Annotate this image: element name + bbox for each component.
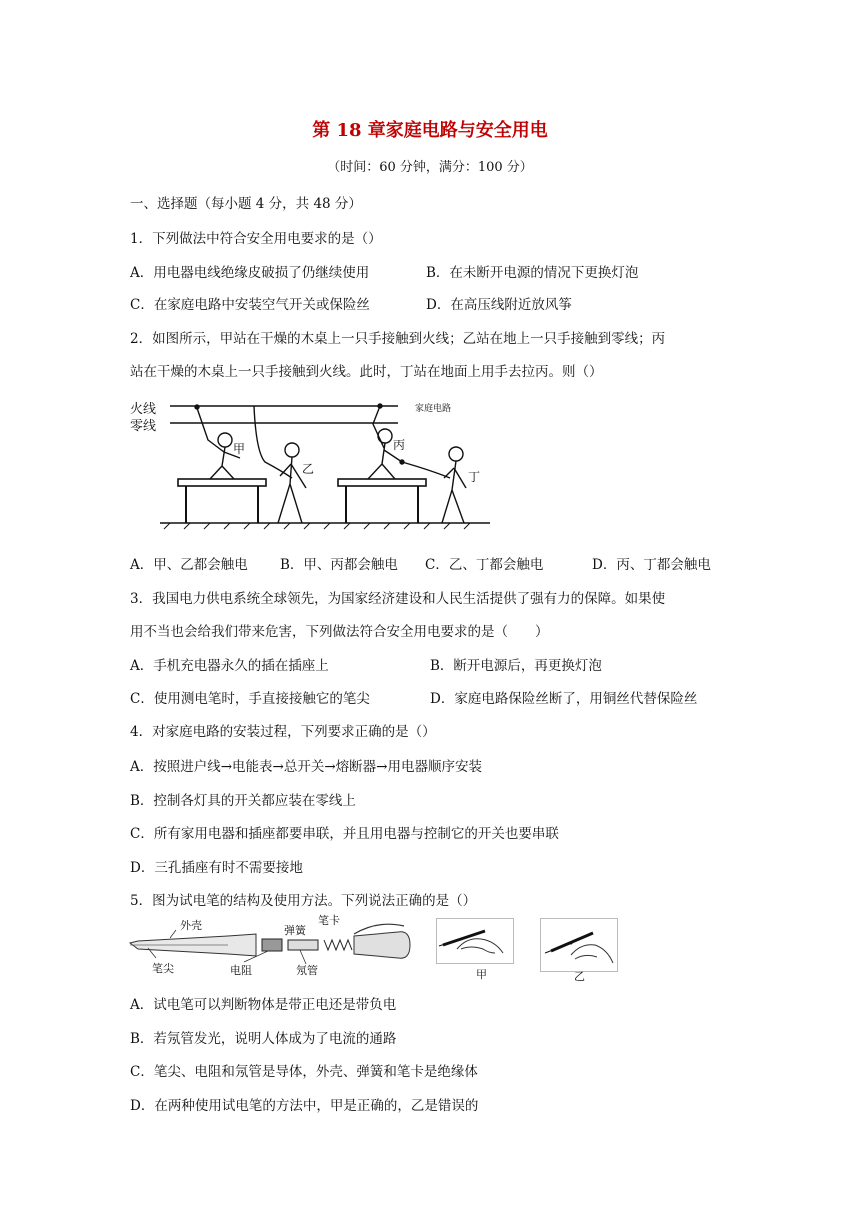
q5-option-c: C．笔尖、电阻和氖管是导体，外壳、弹簧和笔卡是绝缘体 (130, 1064, 478, 1080)
exam-info: （时间：60 分钟，满分：100 分） (327, 160, 533, 175)
q4-option-a: A．按照进户线→电能表→总开关→熔断器→用电器顺序安装 (130, 759, 482, 775)
q2-stem-line2: 站在干燥的木桌上一只手接触到火线。此时，丁站在地面上用手去拉丙。则（） (130, 364, 603, 380)
q4-option-c: C．所有家用电器和插座都要串联，并且用电器与控制它的开关也要串联 (130, 826, 559, 842)
q1-option-a: A．用电器电线绝缘皮破损了仍继续使用 (130, 265, 370, 281)
q2-option-b: B．甲、丙都会触电 (280, 557, 398, 573)
person-ding-label: 丁 (468, 470, 481, 484)
q3-option-d: D．家庭电路保险丝断了，用铜丝代替保险丝 (430, 691, 698, 707)
person-jia-label: 甲 (233, 442, 246, 456)
q5-option-a: A．试电笔可以判断物体是带正电还是带负电 (130, 997, 397, 1013)
q3-option-b: B．断开电源后，再更换灯泡 (430, 658, 602, 674)
q5-option-d: D．在两种使用试电笔的方法中，甲是正确的，乙是错误的 (130, 1098, 479, 1114)
resistor-label: 电阻 (230, 964, 252, 977)
q4-option-d: D．三孔插座有时不需要接地 (130, 860, 303, 876)
section-heading: 一、选择题（每小题 4 分，共 48 分） (130, 196, 362, 212)
tip-label: 笔尖 (152, 962, 174, 975)
q2-stem-line1: 2．如图所示，甲站在干燥的木桌上一只手接触到火线；乙站在地上一只手接触到零线；丙 (130, 331, 666, 347)
usage-method-jia-image (436, 918, 514, 964)
q2-option-d: D．丙、丁都会触电 (592, 557, 711, 573)
q1-option-b: B．在未断开电源的情况下更换灯泡 (426, 265, 639, 281)
q3-option-c: C．使用测电笔时，手直接接触它的笔尖 (130, 691, 370, 707)
q1-stem: 1．下列做法中符合安全用电要求的是（） (130, 231, 382, 247)
spring-label: 弹簧 (284, 924, 306, 937)
page-title: 第 18 章家庭电路与安全用电 (312, 120, 548, 141)
q3-stem-line2: 用不当也会给我们带来危害，下列做法符合安全用电要求的是（ ） (130, 624, 549, 640)
q4-stem: 4．对家庭电路的安装过程，下列要求正确的是（） (130, 724, 436, 740)
q5-option-b: B．若氖管发光，说明人体成为了电流的通路 (130, 1031, 397, 1047)
test-pen-structure-figure (128, 912, 428, 980)
method-jia-label: 甲 (476, 968, 487, 981)
circuit-label: 家庭电路 (415, 404, 452, 414)
q4-option-b: B．控制各灯具的开关都应装在零线上 (130, 793, 356, 809)
usage-method-yi-image (540, 918, 618, 972)
q2-option-a: A．甲、乙都会触电 (130, 557, 248, 573)
clip-label: 笔卡 (318, 914, 340, 927)
person-bing-label: 丙 (393, 438, 406, 452)
q1-option-c: C．在家庭电路中安装空气开关或保险丝 (130, 297, 370, 313)
q3-option-a: A．手机充电器永久的插在插座上 (130, 658, 329, 674)
shell-label: 外壳 (180, 919, 202, 932)
fire-line-label: 火线 (130, 402, 157, 417)
person-yi-label: 乙 (302, 462, 315, 476)
q5-stem: 5．图为试电笔的结构及使用方法。下列说法正确的是（） (130, 893, 477, 909)
q1-option-d: D．在高压线附近放风筝 (426, 297, 572, 313)
q2-option-c: C．乙、丁都会触电 (425, 557, 544, 573)
zero-line-label: 零线 (130, 419, 157, 434)
q3-stem-line1: 3．我国电力供电系统全球领先，为国家经济建设和人民生活提供了强有力的保障。如果使 (130, 591, 666, 607)
neon-label: 氖管 (296, 964, 318, 977)
q2-circuit-figure (130, 392, 500, 532)
method-yi-label: 乙 (574, 970, 585, 983)
